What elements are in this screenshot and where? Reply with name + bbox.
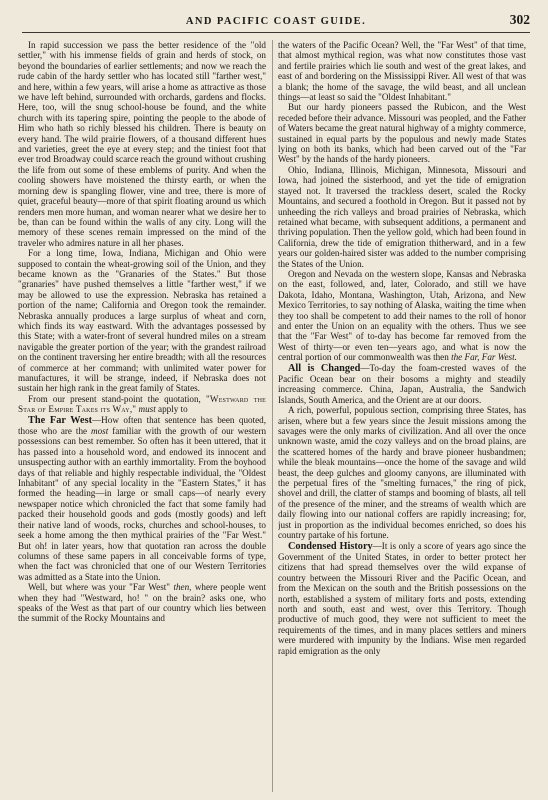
paragraph [278,269,526,363]
paragraph-text: From our present stand-point the quotation, [28,393,201,404]
paragraph [18,40,266,248]
paragraph-text: Well, but where was your "Far West" [28,582,171,593]
running-header [22,12,530,33]
section-heading: The Far West [28,414,93,426]
paragraph [278,405,526,540]
page-number: 302 [509,12,530,27]
paragraph [18,394,266,415]
paragraph-text: the waters of the Pacific Ocean? Well, the "Far West" of that time, that almost mythical region, was what now constitutes those vast and fertile prairies which lie south and west of the great lakes, and east of and bordering on the Mississippi River. All west of that was a blank; the home of the savage, the wild beast, and all unclean things—at least so said the "Oldest Inhabitant." [278,40,526,103]
paragraph-text: Ohio, Indiana, Illinois, Michigan, Minnesota, Missouri and Iowa, had joined the sisterhood, and yet the tide of emigration stayed not. It traversed the trackless desert, scaled the Rocky Mountains, and secured a foothold in Oregon. But it passed not by unheeding the rich valleys and broad prairies of Nebraska, which retained what became, with subsequent additions, a permanent and thriving population. Then the yellow gold, which had been found in California, drew the tide of emigration thitherward, and in a few years our golden-haired sister was added to the number comprising the States of the Union. [278,164,526,269]
emphasis-text: most [91,426,109,437]
paragraph [278,363,526,406]
motto-quote: "Westward the Star of Empire Takes its Way," [18,393,266,415]
left-column [18,40,266,790]
paragraph [278,102,526,164]
right-column [278,40,526,790]
paragraph-text: But our hardy pioneers passed the Rubicon, and the West receded before their advance. Missouri was peopled, and the Father of Waters became the great natural highway of a mighty commerce, sustained in equal parts by the populous and newly made States lying on both its banks, which had been carved out of the "Far West" by the hands of the hardy pioneers. [278,102,526,165]
paragraph-text: —How often that sentence has been quoted, those who are the [18,414,266,437]
header-title: AND PACIFIC COAST GUIDE. [185,16,367,27]
paragraph [18,582,266,624]
paragraph [278,40,526,102]
emphasis-text: then, [173,582,192,593]
paragraph-text: For a long time, Iowa, Indiana, Michigan and Ohio were supposed to contain the wheat-growing soil of the Union, and they became known as the "Granaries of the States." But those "granaries" have pushed themselves a little "farther west," if we may be allowed to use the expression. Nebraska has retained a portion of the name; California and Oregon took the remainder. Nebraska annually produces a large surplus of wheat and corn, which finds its way eastward. With the advantages possessed by this State; with a water-front of several hundred miles on a stream navigable the greater portion of the year; with the grandest railroad on the continent traversing her entire breadth; with all the resources of commerce at her command; with unlimited water power for manufactures, it will be strange, indeed, if Nebraska does not sustain her high rank in the great family of States. [18,248,266,394]
paragraph [278,541,526,656]
emphasis-text: the Far, Far West. [451,352,517,363]
paragraph-text: —To-day the foam-crested waves of the Pacific Ocean bear on their bosoms a mighty and steadily increasing commerce. China, Japan, Australia, the Sandwich Islands, South America, and the Orient are at our doors. [278,362,526,405]
paragraph-text: where people went when they had "Westward, ho! " on the brain? asks one, who speaks of the West as that part of our country which lies between the summit of the Rocky Mountains and [18,582,266,624]
section-heading: All is Changed [288,362,361,374]
section-heading: Condensed History [288,540,373,552]
paragraph [278,165,526,269]
paragraph [18,415,266,583]
column-divider [272,40,273,792]
paragraph-text: familiar with the growth of our western possessions can best remember. So often has it been uttered, that it has passed into a household word, and endowed its innocent and unsuspecting author with an earthly immortality. From the boyhood days of that reliable and highly respectable individual, the "Oldest Inhabitant" of any special locality in the "Eastern States," it has formed the heading—in large or small caps—of nearly every newspaper notice which chronicled the fact that some family had packed their household goods and gods (mostly goods) and left their native land of woods, rocks, churches and school-houses, to seek a home among the then mythical prairies of the "Far West." But oh! in later years, how that quotation ran across the double columns of these same papers in all conceivable forms of type, when the fact was chronicled that one of our Western Territories was admitted as a State into the Union. [18,426,266,582]
paragraph [18,248,266,394]
paragraph-text: Oregon and Nevada on the western slope, Kansas and Nebraska on the east, followed, and, later, Colorado, and still we have Dakota, Idaho, Montana, Washington, Utah, Arizona, and New Mexico Territories, to say nothing of Alaska, waiting the time when they too shall be competent to add their names to the roll of honor and enter the Union on an equality with the others. Thus we see that the "Far West" of to-day has become far removed from the West of thirty—or even ten—years ago, and what is now the central portion of our commonwealth was then [278,268,526,363]
paragraph-text: —It is only a score of years ago since the Government of the United States, in order to better protect her citizens that had spread themselves over the wild expanse of country between the Missouri River and the Pacific Ocean, and from the Mexican on the south and the British possessions on the north, established a system of military forts and posts, extending north and south, east and west, over this Territory. Though productive of much good, they were not sufficient to meet the requirements of the times, and in many places settlers and miners were murdered with impunity by the Indians. Wise men regarded rapid emigration as the only [278,540,526,656]
paragraph-text: In rapid succession we pass the better residence of the "old settler," with his immense fields of grain and herds of stock, on beyond the boundaries of earlier settlements; and now we reach the rude cabin of the hardy settler who has located still "farther west," and here, within a few years, will arise a home as attractive as those we have left behind, surrounded with orchards, gardens and flocks. Here, too, will the snug school-house be found, and the white church with its tapering spire, pointing the people to the abode of Him who hath so richly blessed his children. There is beauty on every hand. The wild prairie flowers, of a thousand different hues and varieties, greet the eye at every step; and the tiniest foot that ever trod Broadway could scarce reach the ground without crushing the life from out some of these emblems of purity. And when the cooling showers have moistened the thirsty earth, or when the morning dew is spangling flower, vine and tree, there is more of quiet, graceful beauty—more of that spirit floating around us which renders men more human, and woman nearer what we desire her to be, than can be found within the walls of any city. Long will the memory of these scenes remain impressed on the mind of the traveler who admires nature in all her phases. [18,40,266,248]
paragraph-text: apply to [158,404,188,415]
paragraph-text: A rich, powerful, populous section, comprising three States, has arisen, where but a few years since the Jesuit missions among the savages were the only marks of civilization. And all over the once unknown waste, amid the cozy valleys and on the broad plains, are the scattered homes of the hardy and brave pioneer husbandmen; while the bleak mountains—once the home of the savage and wild beast, the deep gulches and gloomy canyons, are illuminated with the perpetual fires of the "smelting furnaces," the ring of pick, shovel and drill, the clatter of stamps and booming of blasts, all tell of the presence of the miner, and the streams of wealth which are daily flowing into our national coffers are rapidly increasing; for, just in proportion as the individual becomes enriched, so does his country partake of his fortune. [278,405,526,541]
emphasis-text: must [138,404,156,415]
